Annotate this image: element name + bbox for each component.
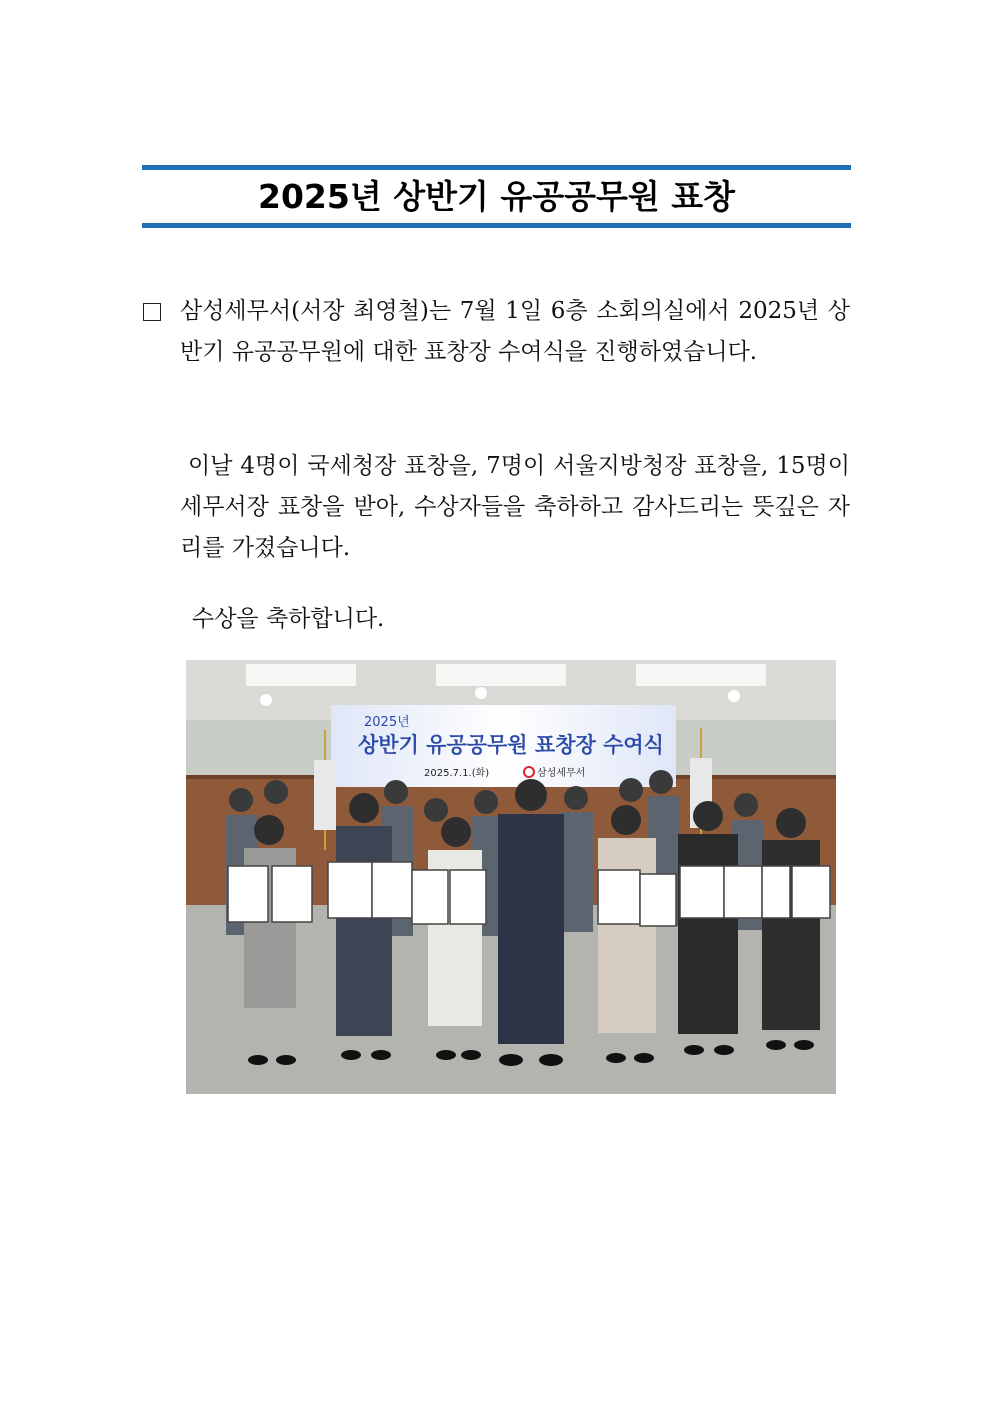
page-title: 2025년 상반기 유공공무원 표창: [258, 177, 735, 216]
banner-year: 2025년: [364, 715, 410, 730]
paragraph-ceremony: 삼성세무서(서장 최영철)는 7월 1일 6층 소회의실에서 2025년 상반기 유공공무원에 대한 표창장 수여식을 진행하였습니다.: [180, 298, 850, 365]
ceremony-photo: [186, 660, 836, 1094]
banner-title: 상반기 유공공무원 표창장 수여식: [358, 733, 664, 757]
banner-date: 2025.7.1.(화): [424, 768, 490, 779]
checkbox-bullet-icon: [143, 303, 161, 321]
paragraph-congratulations: 수상을 축하합니다.: [192, 606, 385, 632]
banner-org: 삼성세무서: [537, 768, 586, 779]
title-top-rule: [142, 165, 851, 170]
paragraph-awards: 이날 4명이 국세청장 표창을, 7명이 서울지방청장 표창을, 15명이 세무서장 표창을 받아, 수상자들을 축하하고 감사드리는 뜻깊은 자리를 가졌습니다.: [180, 453, 850, 561]
title-bottom-rule: [142, 223, 851, 228]
